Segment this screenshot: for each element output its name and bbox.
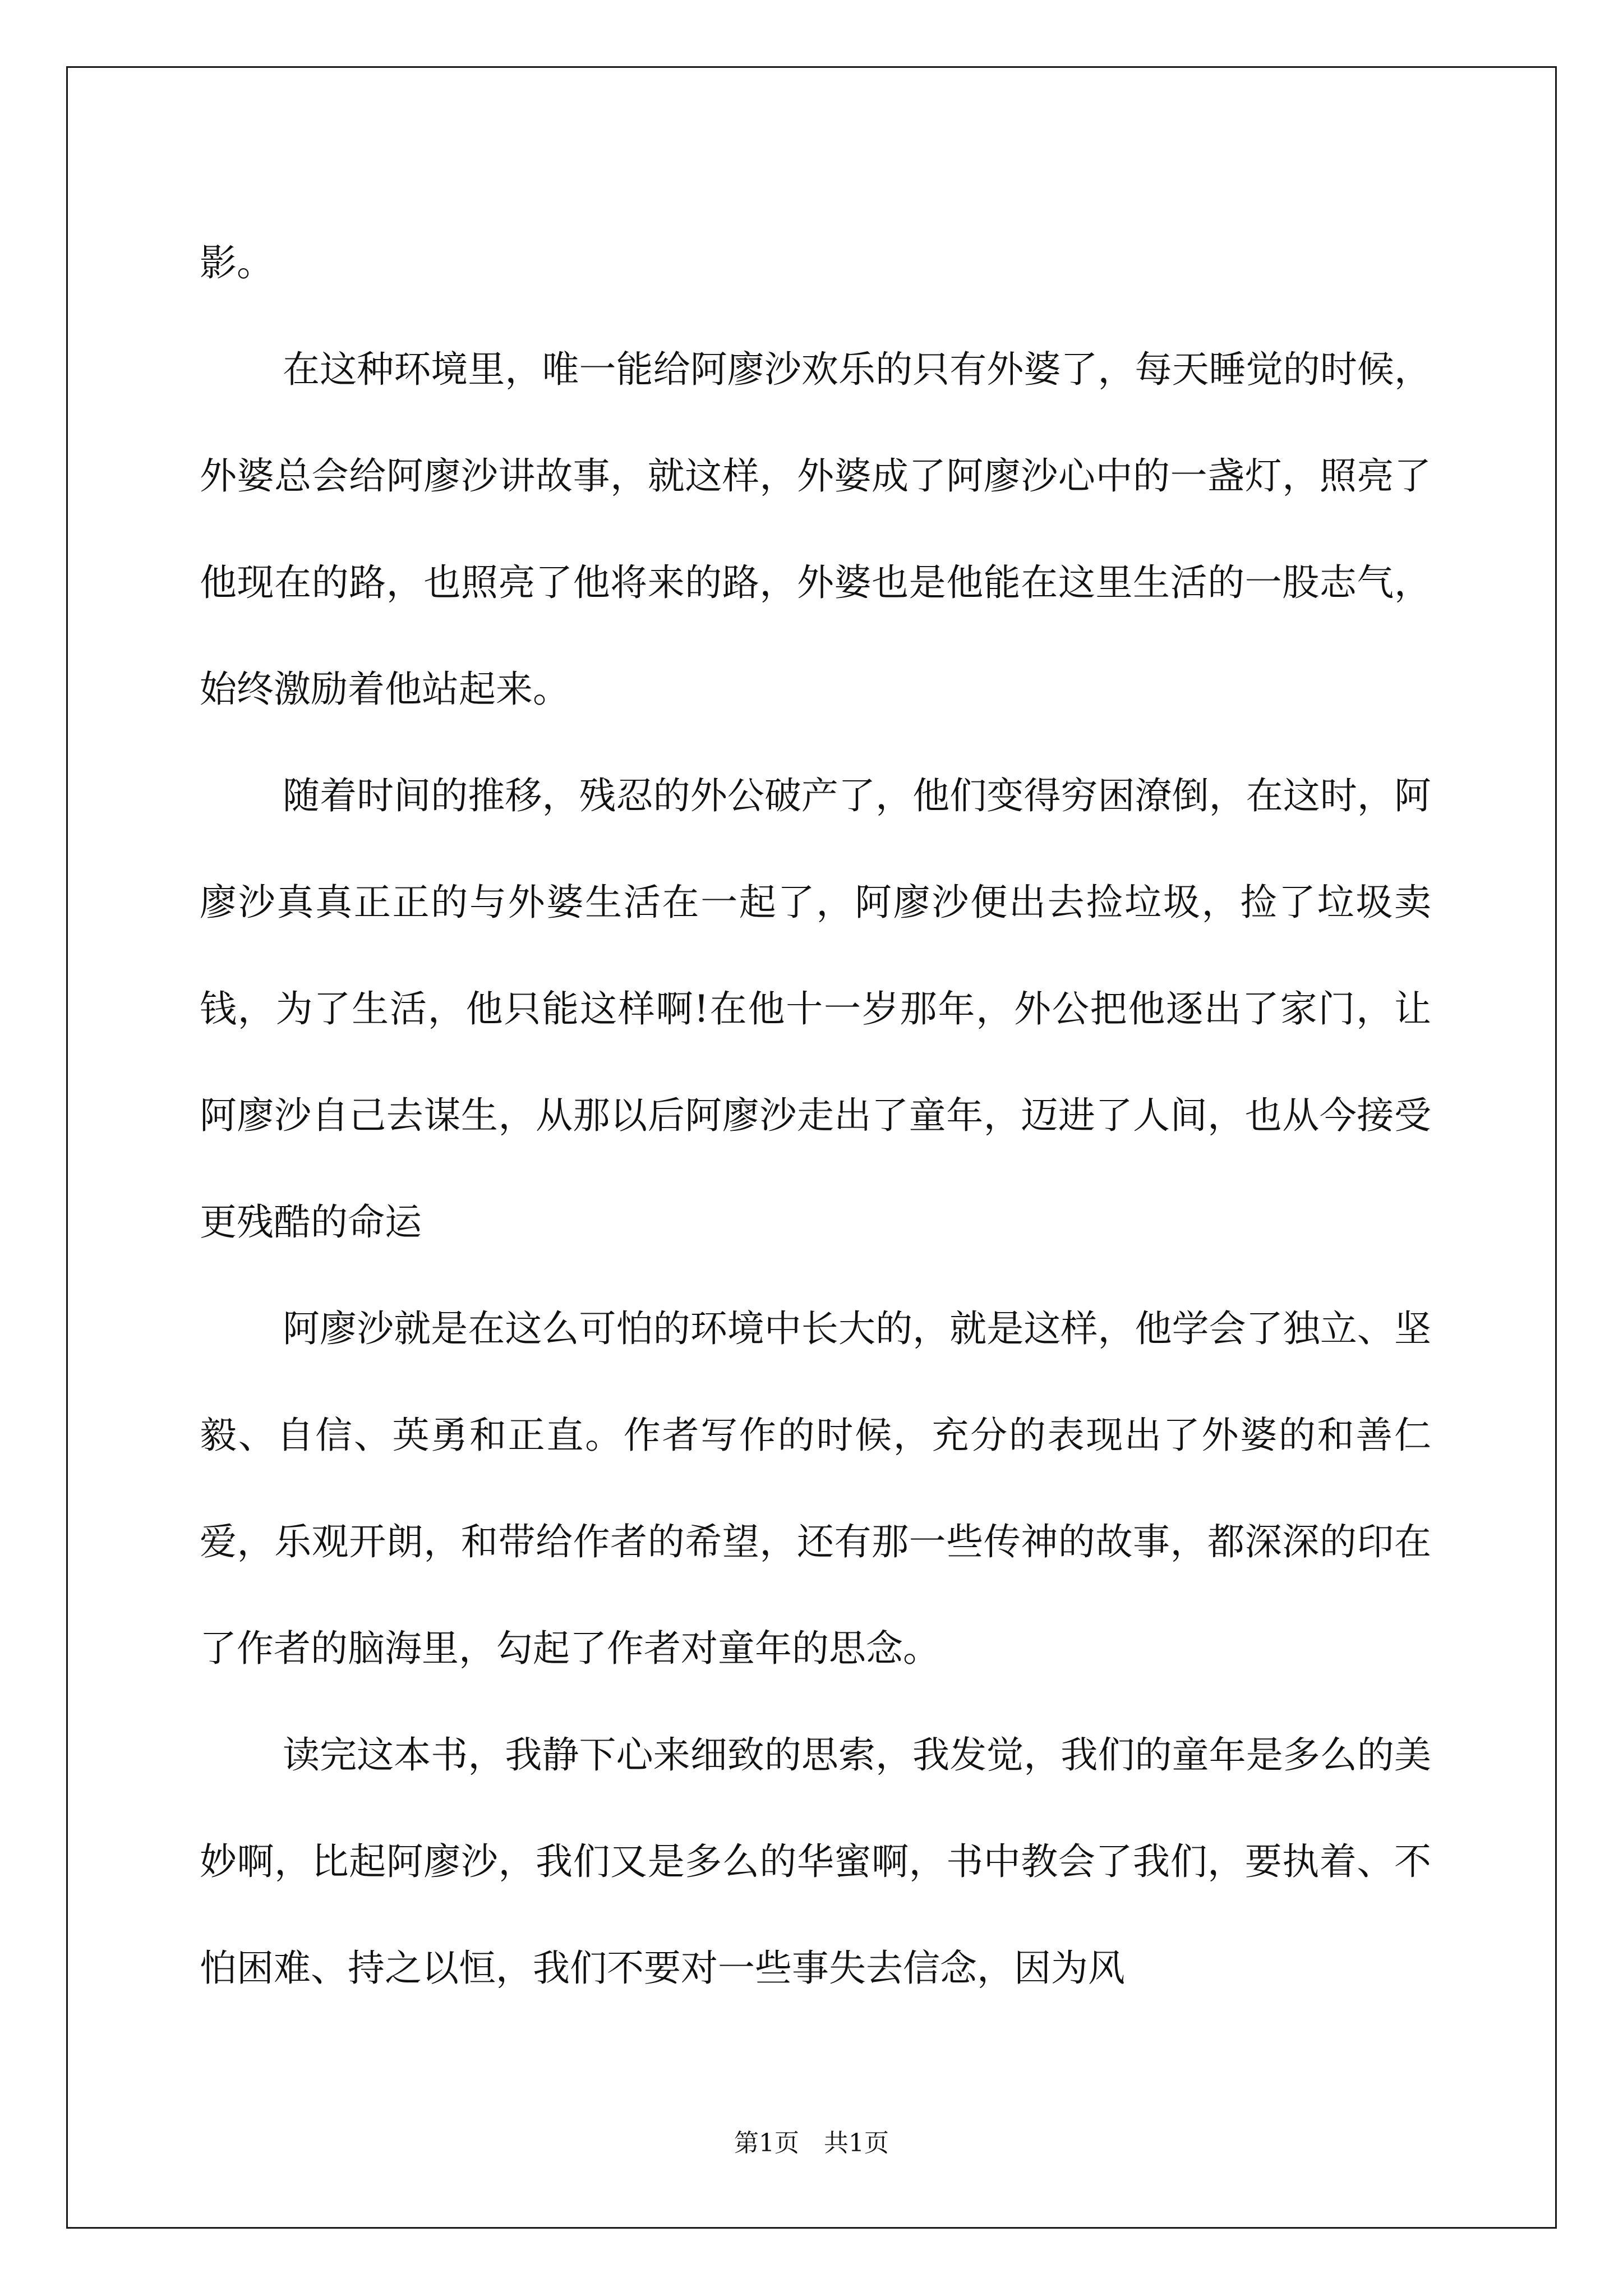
paragraph-3: 随着时间的推移，残忍的外公破产了，他们变得穷困潦倒，在这时，阿廖沙真真正正的与外婆生活在一起了，阿廖沙便出去捡垃圾，捡了垃圾卖钱，为了生活，他只能这样啊!在他十一岁那年，外公把他逐出了家门，让阿廖沙自己去谋生，从那以后阿廖沙走出了童年，迈进了人间，也从今接受更残酷的命运 (200, 774, 1431, 1244)
paragraph-2: 在这种环境里，唯一能给阿廖沙欢乐的只有外婆了，每天睡觉的时候，外婆总会给阿廖沙讲故事，就这样，外婆成了阿廖沙心中的一盏灯，照亮了他现在的路，也照亮了他将来的路，外婆也是他能在这里生活的一股志气，始终激励着他站起来。 (200, 348, 1431, 711)
paragraph-4: 阿廖沙就是在这么可怕的环境中长大的，就是这样，他学会了独立、坚毅、自信、英勇和正直。作者写作的时候，充分的表现出了外婆的和善仁爱，乐观开朗，和带给作者的希望，还有那一些传神的故事，都深深的印在了作者的脑海里，勾起了作者对童年的思念。 (200, 1307, 1431, 1670)
page-number-footer: 第1页 共1页 (734, 2129, 889, 2157)
document-body (200, 210, 1431, 2022)
paragraph-1: 影。 (200, 241, 274, 284)
paragraph-5: 读完这本书，我静下心来细致的思索，我发觉，我们的童年是多么的美妙啊，比起阿廖沙，我们又是多么的华蜜啊，书中教会了我们，要执着、不怕困难、持之以恒，我们不要对一些事失去信念，因为风 (200, 1733, 1431, 1990)
